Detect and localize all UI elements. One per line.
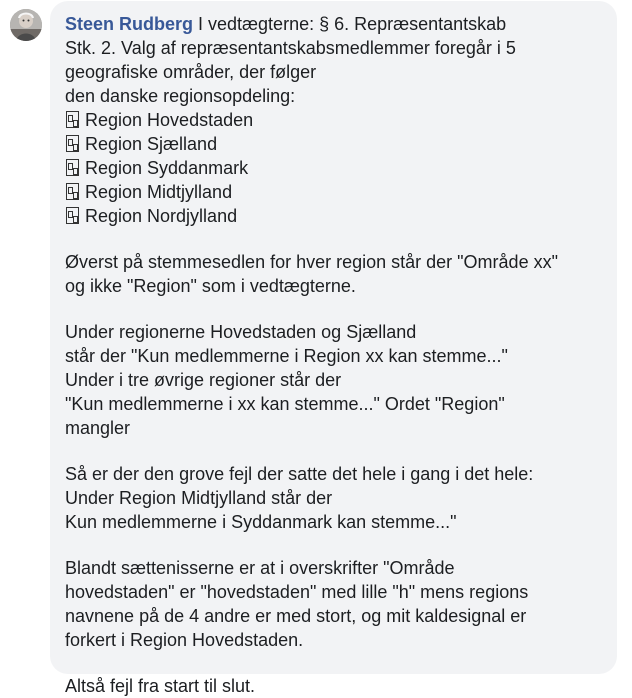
avatar[interactable]: [10, 9, 42, 41]
missing-glyph-icon: [66, 135, 79, 152]
missing-glyph-icon: [66, 159, 79, 176]
region-label: Region Nordjylland: [85, 206, 238, 226]
region-label: Region Hovedstaden: [85, 110, 254, 130]
comment-text-line: Altså fejl fra start til slut.: [65, 676, 256, 696]
comment-intro: [65, 12, 603, 228]
missing-glyph-icon: [66, 183, 79, 200]
comment-text-line: geografiske områder, der følger: [65, 62, 317, 82]
comment-paragraph: [65, 462, 603, 534]
comment-first-line: [65, 12, 603, 36]
comment-text-line: hovedstaden" er "hovedstaden" med lille "h" mens regions: [65, 582, 529, 602]
comment-text-line: mangler: [65, 418, 131, 438]
region-list-item: [65, 204, 603, 228]
comment-text-line: står der "Kun medlemmerne i Region xx kan stemme...": [65, 346, 508, 366]
comment-paragraph: [65, 320, 603, 440]
comment-text-line: Stk. 2. Valg af repræsentantskabsmedlemmer foregår i 5: [65, 38, 516, 58]
comment-text-line: Så er der den grove fejl der satte det hele i gang i det hele:: [65, 464, 534, 484]
region-list-item: [65, 132, 603, 156]
region-list-item: [65, 156, 603, 180]
region-label: Region Sjælland: [85, 134, 218, 154]
comment-text-line: Under i tre øvrige regioner står der: [65, 370, 342, 390]
comment-bubble: [50, 1, 617, 696]
missing-glyph-icon: [66, 111, 79, 128]
comment-paragraph: [65, 556, 603, 652]
comment-text-line: Under regionerne Hovedstaden og Sjælland: [65, 322, 417, 342]
region-list-item: [65, 108, 603, 132]
comment-text-line: forkert i Region Hovedstaden.: [65, 630, 304, 650]
comment-text-line: den danske regionsopdeling:: [65, 86, 296, 106]
comment-paragraph: [65, 250, 603, 298]
comment-text-line: og ikke "Region" som i vedtægterne.: [65, 276, 356, 296]
comment-text-line: Blandt sættenisserne er at i overskrifter "Område: [65, 558, 455, 578]
comment-paragraph: [65, 674, 603, 698]
region-list-item: [65, 180, 603, 204]
comment-text-line: "Kun medlemmerne i xx kan stemme..." Ordet "Region": [65, 394, 505, 414]
comment-text-line: Øverst på stemmesedlen for hver region står der "Område xx": [65, 252, 558, 272]
comment-text-line: I vedtægterne: § 6. Repræsentantskab: [193, 14, 507, 34]
comment-text-line: Kun medlemmerne i Syddanmark kan stemme...": [65, 512, 457, 532]
author-name-link[interactable]: Steen Rudberg: [65, 14, 194, 34]
region-label: Region Syddanmark: [85, 158, 249, 178]
region-label: Region Midtjylland: [85, 182, 233, 202]
comment-text-line: Under Region Midtjylland står der: [65, 488, 333, 508]
missing-glyph-icon: [66, 207, 79, 224]
comment-text-line: navnene på de 4 andre er med stort, og mit kaldesignal er: [65, 606, 527, 626]
